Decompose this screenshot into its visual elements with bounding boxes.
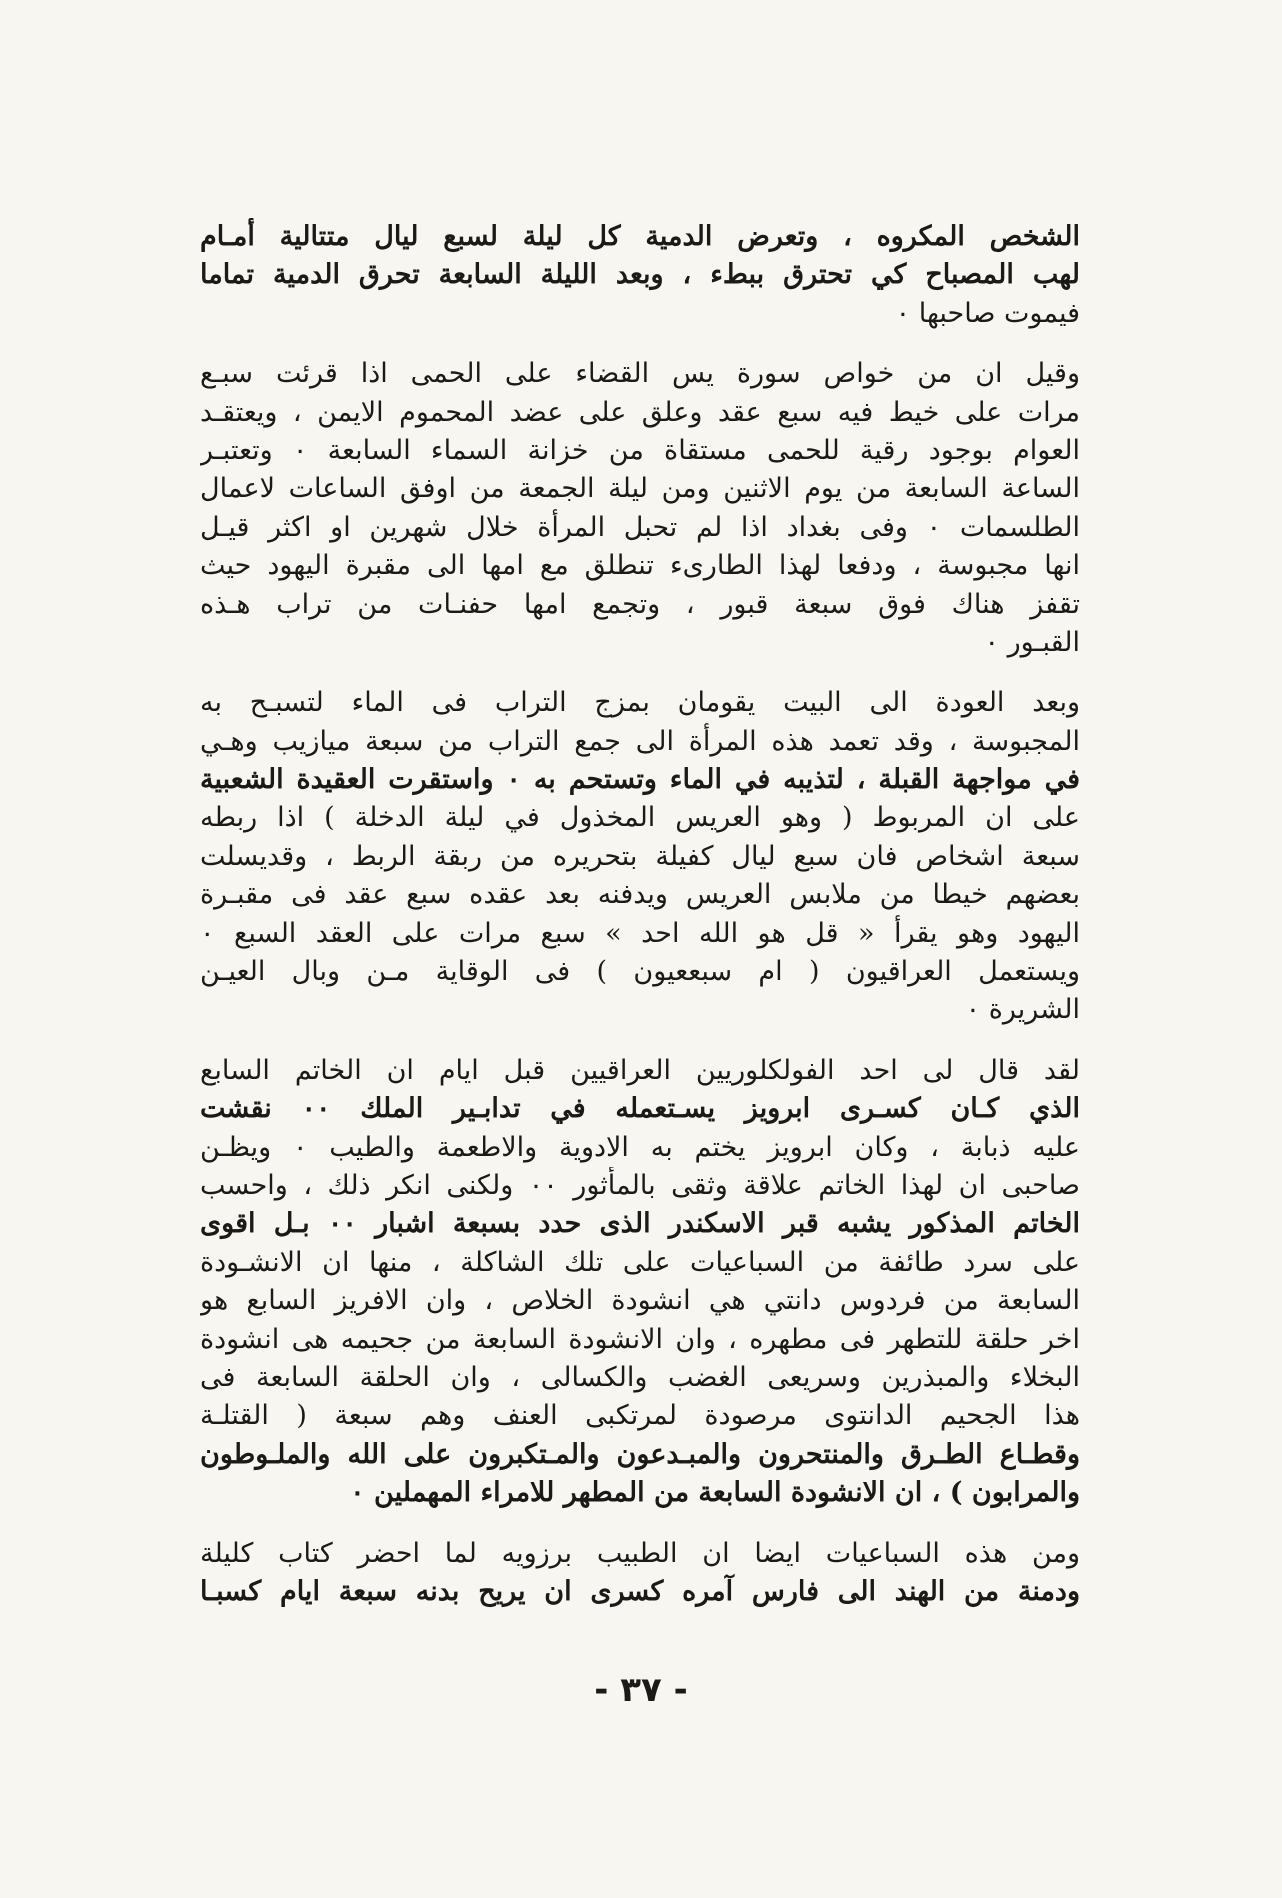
paragraph-4: [200, 1052, 1080, 1513]
text-line: هذا الجحيم الدانتوى مرصودة لمرتكبى العنف وهم سبعة ( القتلـة: [200, 1400, 1080, 1432]
text-line: لقد قال لى احد الفولكلوريين العراقيين قبل ايام ان الخاتم السابع: [200, 1054, 1080, 1086]
text-line: اخر حلقة للتطهر فى مطهره ، وان الانشودة السابعة من جحيمه هى انشودة: [200, 1323, 1080, 1355]
text-line: وقيل ان من خواص سورة يس القضاء على الحمى اذا قرئت سبـع: [200, 358, 1080, 390]
text-line: ودمنة من الهند الى فارس آمره كسرى ان يريح بدنه سبعة ايام كسبـا: [200, 1575, 1080, 1607]
text-line: الشريرة ٠: [965, 994, 1080, 1026]
paragraph-5: [200, 1535, 1080, 1612]
text-line: الشخص المكروه ، وتعرض الدمية كل ليلة لسبع ليال متتالية أمـام: [200, 221, 1080, 252]
text-line: تقفز هناك فوق سبعة قبور ، وتجمع امها حفنـات من تراب هـذه: [200, 588, 1080, 620]
page-number: - ٣٧ -: [594, 1670, 688, 1710]
text-line: انها مجبوسة ، ودفعا لهذا الطارىء تنطلق مع امها الى مقبرة اليهود حيث: [200, 550, 1080, 582]
text-line: البخلاء والمبذرين وسريعى الغضب والكسالى ، وان الحلقة السابعة فى: [200, 1361, 1080, 1393]
text-line: وبعد العودة الى البيت يقومان بمزج التراب فى الماء لتسبـح به: [200, 687, 1080, 719]
text-line: عليه ذبابة ، وكان ابرويز يختم به الادوية والاطعمة والطيب ٠ ويظـن: [200, 1131, 1080, 1163]
paragraph-3: [200, 684, 1080, 1030]
text-line: سبعة اشخاص فان سبع ليال كفيلة بتحريره من ربقة الربط ، وقديسلت: [200, 840, 1080, 872]
text-line: القبـور ٠: [984, 626, 1080, 658]
text-line: ومن هذه السباعيات ايضا ان الطبيب برزويه لما احضر كتاب كليلة: [200, 1537, 1080, 1569]
text-line: المجبوسة ، وقد تعمد هذه المرأة الى جمع التراب من سبعة ميازيب وهـي: [200, 725, 1080, 757]
text-line: اليهود وهو يقرأ « قل هو الله احد » سبع مرات على العقد السبع ٠: [200, 917, 1080, 949]
text-line: الخاتم المذكور يشبه قبر الاسكندر الذى حدد بسبعة اشبار ٠٠ بـل اقوى: [200, 1208, 1080, 1240]
paragraph-2: [200, 355, 1080, 662]
text-line: في مواجهة القبلة ، لتذيبه في الماء وتستحم به ٠ واستقرت العقيدة الشعبية: [200, 764, 1080, 796]
text-line: فيموت صاحبها ٠: [895, 297, 1080, 329]
text-line: الساعة السابعة من يوم الاثنين ومن ليلة الجمعة من اوفق الساعات لاعمال: [200, 473, 1080, 505]
text-line: صاحبى ان لهذا الخاتم علاقة وثقى بالمأثور ٠٠ ولكنى انكر ذلك ، واحسب: [200, 1169, 1080, 1201]
text-line: مرات على خيط فيه سبع عقد وعلق على عضد المحموم الايمن ، ويعتقـد: [200, 396, 1080, 428]
text-line: ويستعمل العراقيون ( ام سبععيون ) فى الوقاية مـن وبال العيـن: [200, 956, 1080, 988]
text-line: وقطـاع الطـرق والمنتحرون والمبـدعون والمـتكبرون على الله والملـوطون: [200, 1438, 1080, 1470]
text-line: الطلسمات ٠ وفى بغداد اذا لم تحبل المرأة خلال شهرين او اكثر قيـل: [200, 511, 1080, 543]
text-line: الذي كـان كسـرى ابرويز يسـتعمله في تدابـير الملك ٠٠ نقشت: [200, 1093, 1080, 1125]
text-line: على سرد طائفة من السباعيات على تلك الشاكلة ، منها ان الانشـودة: [200, 1246, 1080, 1278]
body-text: [200, 218, 1080, 1633]
text-line: العوام بوجود رقية للحمى مستقاة من خزانة السماء السابعة ٠ وتعتبـر: [200, 434, 1080, 466]
text-line: بعضهم خيطا من ملابس العريس ويدفنه بعد عقده سبع عقد فى مقبـرة: [200, 879, 1080, 911]
paragraph-1: [200, 218, 1080, 333]
text-line: السابعة من فردوس دانتي هي انشودة الخلاص ، وان الافريز السابع هو: [200, 1285, 1080, 1317]
text-line: والمرابون ) ، ان الانشودة السابعة من المطهر للامراء المهملين ٠: [350, 1477, 1080, 1509]
text-line: على ان المربوط ( وهو العريس المخذول في ليلة الدخلة ) اذا ربطه: [200, 802, 1080, 834]
text-line: لهب المصباح كي تحترق ببطء ، وبعد الليلة السابعة تحرق الدمية تماما: [200, 259, 1080, 291]
